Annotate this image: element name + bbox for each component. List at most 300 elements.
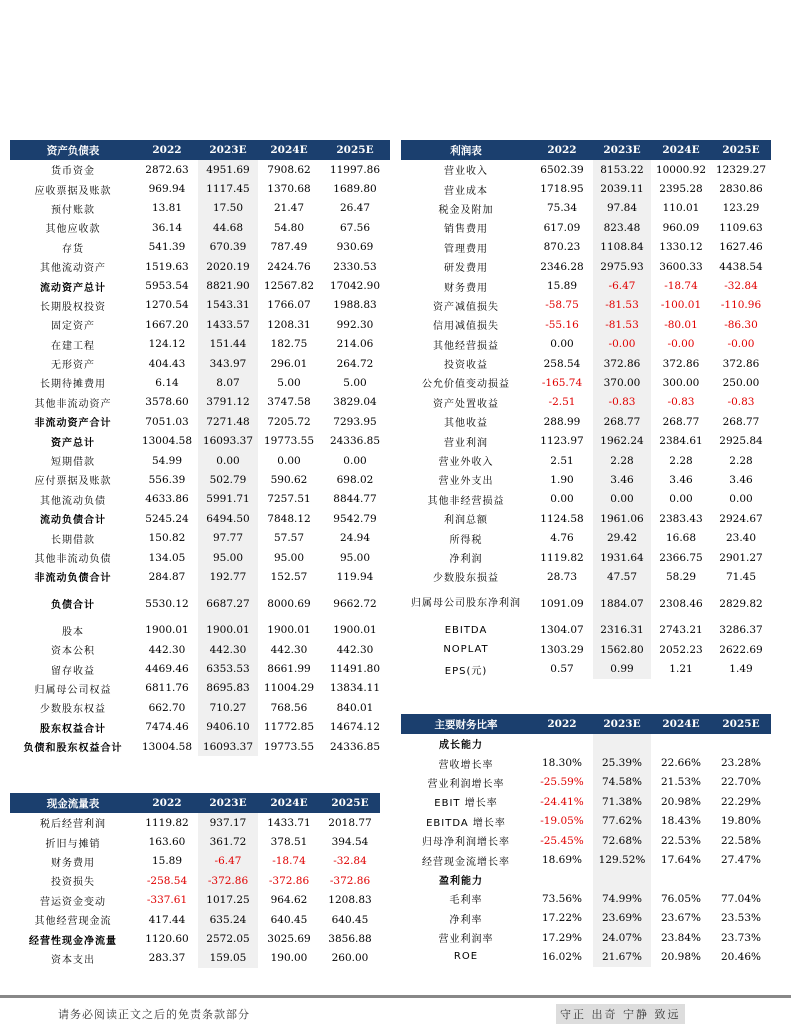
row-label: ROE xyxy=(453,951,479,963)
table-cell: 77.04% xyxy=(720,892,762,905)
table-cell: 787.49 xyxy=(270,241,308,254)
table-row xyxy=(401,218,771,237)
table-cell: 2901.27 xyxy=(719,551,763,564)
row-label: 盈利能力 xyxy=(439,875,483,887)
table-cell: 58.29 xyxy=(665,570,697,583)
table-cell: 258.54 xyxy=(543,357,581,370)
table-row xyxy=(10,431,390,450)
row-label: 少数股东权益 xyxy=(40,704,106,716)
row-label: 营收增长率 xyxy=(438,759,494,771)
table-cell: -19.05% xyxy=(540,815,584,828)
table-cell: 662.70 xyxy=(148,701,186,714)
table-cell: 95.00 xyxy=(273,551,305,564)
table-cell: 151.44 xyxy=(198,335,258,354)
table-cell: -0.00 xyxy=(727,338,755,351)
table-cell: 5530.12 xyxy=(145,597,189,610)
table-cell: 17.50 xyxy=(198,199,258,218)
table-cell: 7205.72 xyxy=(267,415,311,428)
table-cell: 2383.43 xyxy=(659,512,703,525)
row-label: 税金及附加 xyxy=(438,204,494,216)
table-cell: 15.89 xyxy=(151,855,183,868)
row-label: 资产总计 xyxy=(51,437,95,449)
table-cell: 404.43 xyxy=(148,357,186,370)
table-cell: 3.46 xyxy=(593,470,651,489)
table-cell: 870.23 xyxy=(543,241,581,254)
empty-cell xyxy=(531,870,593,889)
table-cell: 2975.93 xyxy=(593,257,651,276)
table-row xyxy=(401,335,771,354)
table-cell: 417.44 xyxy=(148,913,186,926)
table-cell: 343.97 xyxy=(198,354,258,373)
table-cell: -18.74 xyxy=(272,855,306,868)
row-label: 其他流动资产 xyxy=(40,263,106,275)
table-row xyxy=(10,179,390,198)
table-cell: 1931.64 xyxy=(593,548,651,567)
table-cell: 75.34 xyxy=(546,202,578,215)
table-row xyxy=(10,335,390,354)
table-cell: 25.39% xyxy=(593,753,651,772)
table-cell: 7051.03 xyxy=(145,415,189,428)
table-row xyxy=(10,910,380,929)
row-label: 净利润 xyxy=(449,554,483,565)
table-cell: 442.30 xyxy=(198,640,258,659)
balance-sheet-header xyxy=(10,140,390,160)
table-cell: 3856.88 xyxy=(328,933,372,946)
table-cell: 22.70% xyxy=(720,776,762,789)
table-row xyxy=(10,160,390,179)
table-cell: 54.99 xyxy=(151,454,183,467)
table-row xyxy=(10,832,380,851)
row-label: 投资收益 xyxy=(444,360,488,372)
table-cell: 6353.53 xyxy=(198,659,258,678)
table-cell: 23.28% xyxy=(720,757,762,770)
row-label: 归母净利润增长率 xyxy=(422,837,510,849)
table-row xyxy=(10,470,390,489)
table-cell: 57.57 xyxy=(273,532,305,545)
row-label: 折旧与摊销 xyxy=(45,838,101,850)
table-cell: 21.47 xyxy=(273,202,305,215)
table-row xyxy=(401,373,771,392)
table-cell: -81.53 xyxy=(593,296,651,315)
table-cell: 640.45 xyxy=(331,913,369,926)
table-cell: 502.79 xyxy=(198,470,258,489)
table-row xyxy=(401,659,771,678)
table-cell: 2830.86 xyxy=(719,183,763,196)
table-cell: -32.84 xyxy=(333,855,367,868)
row-label: EPS(元) xyxy=(444,665,488,677)
table-cell: 1208.83 xyxy=(328,894,372,907)
row-label: 营业利润增长率 xyxy=(427,778,505,790)
table-cell: 1519.63 xyxy=(145,260,189,273)
table-cell: 77.62% xyxy=(593,812,651,831)
table-row xyxy=(401,773,771,792)
ratios-table xyxy=(401,714,771,967)
table-cell: 95.00 xyxy=(339,551,371,564)
table-cell: -18.74 xyxy=(664,280,698,293)
table-cell: 0.00 xyxy=(669,493,693,506)
table-cell: -110.96 xyxy=(720,299,762,312)
empty-cell xyxy=(651,734,711,753)
table-cell: 13004.58 xyxy=(141,435,193,448)
table-cell: 1766.07 xyxy=(267,299,311,312)
table-cell: 23.84% xyxy=(660,931,702,944)
table-row xyxy=(401,587,771,621)
table-cell: 3.46 xyxy=(729,473,753,486)
row-label: 营运资金变动 xyxy=(40,896,106,908)
table-cell: 11997.86 xyxy=(329,163,381,176)
table-cell: 6502.39 xyxy=(540,163,584,176)
table-cell: 2039.11 xyxy=(593,179,651,198)
table-cell: 1988.83 xyxy=(333,299,377,312)
table-cell: 134.05 xyxy=(148,551,186,564)
table-cell: 264.72 xyxy=(336,357,374,370)
table-cell: 394.54 xyxy=(331,836,369,849)
row-label: 应收票据及账款 xyxy=(34,185,112,197)
table-cell: 36.14 xyxy=(151,221,183,234)
year-header: 2023E xyxy=(593,140,651,160)
table-row xyxy=(401,753,771,772)
table-row xyxy=(401,528,771,547)
table-cell: 4633.86 xyxy=(145,493,189,506)
table-cell: 1370.68 xyxy=(267,183,311,196)
table-cell: -372.86 xyxy=(198,871,258,890)
table-cell: 26.47 xyxy=(339,202,371,215)
row-label: 资本支出 xyxy=(51,954,95,966)
table-cell: 969.94 xyxy=(148,183,186,196)
row-label: 其他非流动资产 xyxy=(34,398,112,410)
table-cell: 190.00 xyxy=(270,952,308,965)
table-cell: 11491.80 xyxy=(329,663,381,676)
row-label: 净利率 xyxy=(449,914,483,926)
table-cell: 937.17 xyxy=(198,813,258,832)
footer-divider xyxy=(0,995,791,998)
table-cell: 24.07% xyxy=(593,928,651,947)
table-cell: 1119.82 xyxy=(540,551,584,564)
ratios-header xyxy=(401,714,771,734)
table-cell: 960.09 xyxy=(662,221,700,234)
table-cell: -100.01 xyxy=(660,299,702,312)
table-cell: 8661.99 xyxy=(267,663,311,676)
table-cell: 0.99 xyxy=(593,659,651,678)
cash-flow-table xyxy=(10,793,380,968)
table-cell: 1433.71 xyxy=(267,816,311,829)
table-cell: 1108.84 xyxy=(593,238,651,257)
row-label: 投资损失 xyxy=(51,877,95,889)
table-cell: 44.68 xyxy=(198,218,258,237)
table-cell: 24.94 xyxy=(339,532,371,545)
table-cell: 74.99% xyxy=(593,889,651,908)
table-row xyxy=(10,949,380,968)
balance-sheet-table xyxy=(10,140,390,756)
table-row xyxy=(401,812,771,831)
table-cell: 1689.80 xyxy=(333,183,377,196)
table-cell: 2.28 xyxy=(729,454,753,467)
table-cell: -81.53 xyxy=(593,315,651,334)
table-cell: 5.00 xyxy=(277,376,301,389)
table-cell: 150.82 xyxy=(148,532,186,545)
table-row xyxy=(10,490,390,509)
table-row xyxy=(401,296,771,315)
table-cell: 1091.09 xyxy=(540,597,584,610)
table-row xyxy=(10,393,390,412)
table-row xyxy=(401,889,771,908)
table-cell: 23.67% xyxy=(660,912,702,925)
table-cell: -25.59% xyxy=(540,776,584,789)
table-cell: 18.69% xyxy=(541,854,583,867)
table-cell: 541.39 xyxy=(148,241,186,254)
table-cell: 23.40 xyxy=(725,532,757,545)
year-header: 2024E xyxy=(258,140,320,160)
table-cell: 74.58% xyxy=(593,773,651,792)
table-cell: 3578.60 xyxy=(145,396,189,409)
table-cell: 1884.07 xyxy=(593,587,651,621)
table-cell: 47.57 xyxy=(593,567,651,586)
row-label: 无形资产 xyxy=(51,360,95,372)
table-title: 主要财务比率 xyxy=(401,714,531,734)
table-cell: 54.80 xyxy=(273,221,305,234)
table-row xyxy=(401,412,771,431)
table-cell: 1433.57 xyxy=(198,315,258,334)
table-row xyxy=(401,238,771,257)
row-label: 长期待摊费用 xyxy=(40,379,106,391)
row-label: 非流动资产合计 xyxy=(34,418,112,430)
table-cell: -372.86 xyxy=(329,874,371,887)
table-cell: 119.94 xyxy=(336,570,374,583)
table-row xyxy=(10,354,390,373)
table-row xyxy=(401,831,771,850)
table-row xyxy=(401,490,771,509)
row-label: 其他经营现金流 xyxy=(34,916,112,928)
table-cell: 123.29 xyxy=(722,202,760,215)
table-row xyxy=(10,813,380,832)
table-cell: 288.99 xyxy=(543,415,581,428)
row-label: 其他非流动负债 xyxy=(34,554,112,565)
table-row xyxy=(10,698,390,717)
table-cell: 17042.90 xyxy=(329,280,381,293)
table-row xyxy=(10,257,390,276)
table-cell: 840.01 xyxy=(336,701,374,714)
empty-cell xyxy=(711,734,771,753)
year-header: 2023E xyxy=(198,140,258,160)
table-cell: 6.14 xyxy=(155,376,179,389)
year-header: 2022 xyxy=(531,714,593,734)
table-cell: -2.51 xyxy=(548,396,576,409)
table-cell: 182.75 xyxy=(270,338,308,351)
table-cell: 2924.67 xyxy=(719,512,763,525)
table-cell: -32.84 xyxy=(724,280,758,293)
table-row xyxy=(401,792,771,811)
table-cell: 9542.79 xyxy=(333,512,377,525)
table-cell: 2829.82 xyxy=(719,597,763,610)
table-cell: 159.05 xyxy=(198,949,258,968)
table-cell: 13.81 xyxy=(151,202,183,215)
table-row xyxy=(10,548,390,567)
table-cell: 4469.46 xyxy=(145,663,189,676)
row-label: 营业外收入 xyxy=(438,457,494,469)
table-cell: 67.56 xyxy=(339,221,371,234)
table-cell: 7271.48 xyxy=(198,412,258,431)
table-cell: 284.87 xyxy=(148,570,186,583)
table-cell: 2872.63 xyxy=(145,163,189,176)
table-cell: 268.77 xyxy=(722,415,760,428)
table-row xyxy=(401,640,771,659)
row-label: EBITDA 增长率 xyxy=(426,817,506,829)
table-cell: 2572.05 xyxy=(198,929,258,948)
table-cell: 8000.69 xyxy=(267,597,311,610)
table-row xyxy=(401,567,771,586)
table-cell: 640.45 xyxy=(270,913,308,926)
table-cell: -165.74 xyxy=(541,376,583,389)
table-row xyxy=(10,659,390,678)
table-cell: -258.54 xyxy=(146,874,188,887)
table-cell: 76.05% xyxy=(660,892,702,905)
table-cell: 1109.63 xyxy=(719,221,763,234)
table-cell: 3286.37 xyxy=(719,624,763,637)
empty-cell xyxy=(593,870,651,889)
table-cell: 0.00 xyxy=(198,451,258,470)
table-cell: 20.46% xyxy=(720,950,762,963)
table-row xyxy=(10,718,390,737)
table-cell: 442.30 xyxy=(148,643,186,656)
table-cell: 7293.95 xyxy=(333,415,377,428)
table-cell: 250.00 xyxy=(722,376,760,389)
row-label: 负债合计 xyxy=(51,600,95,612)
row-label: 销售费用 xyxy=(444,224,488,236)
table-cell: 1119.82 xyxy=(145,816,189,829)
empty-cell xyxy=(531,734,593,753)
row-label: 其他流动负债 xyxy=(40,495,106,507)
table-cell: 2366.75 xyxy=(659,551,703,564)
table-row xyxy=(401,850,771,869)
table-row xyxy=(401,621,771,640)
table-cell: -372.86 xyxy=(268,874,310,887)
table-cell: 1962.24 xyxy=(593,431,651,450)
table-cell: 556.39 xyxy=(148,473,186,486)
table-cell: 268.77 xyxy=(593,412,651,431)
row-label: 营业外支出 xyxy=(438,476,494,488)
table-cell: 12329.27 xyxy=(715,163,767,176)
table-cell: 0.57 xyxy=(550,663,574,676)
table-cell: 1123.97 xyxy=(540,435,584,448)
table-cell: 442.30 xyxy=(336,643,374,656)
table-cell: 124.12 xyxy=(148,338,186,351)
row-label: 预付账款 xyxy=(51,204,95,216)
table-cell: 95.00 xyxy=(198,548,258,567)
table-row xyxy=(10,852,380,871)
table-cell: 97.84 xyxy=(593,199,651,218)
table-row xyxy=(401,470,771,489)
table-cell: -6.47 xyxy=(198,852,258,871)
table-cell: 1.90 xyxy=(550,473,574,486)
table-cell: 9406.10 xyxy=(198,718,258,737)
table-cell: 163.60 xyxy=(148,836,186,849)
table-cell: 1627.46 xyxy=(719,241,763,254)
table-cell: 2346.28 xyxy=(540,260,584,273)
table-cell: 10000.92 xyxy=(655,163,707,176)
year-header: 2025E xyxy=(711,140,771,160)
table-cell: 268.77 xyxy=(662,415,700,428)
table-cell: 3.46 xyxy=(669,473,693,486)
table-row xyxy=(401,431,771,450)
row-label: 研发费用 xyxy=(444,263,488,275)
table-cell: -0.00 xyxy=(667,338,695,351)
table-cell: 21.67% xyxy=(593,947,651,966)
empty-cell xyxy=(711,870,771,889)
table-cell: 372.86 xyxy=(722,357,760,370)
income-statement-table xyxy=(401,140,771,679)
table-row xyxy=(401,548,771,567)
table-cell: 23.73% xyxy=(720,931,762,944)
row-label: 毛利率 xyxy=(449,895,483,907)
table-cell: 0.00 xyxy=(550,338,574,351)
row-label: EBIT 增长率 xyxy=(434,798,498,810)
table-cell: 7257.51 xyxy=(267,493,311,506)
table-cell: 28.73 xyxy=(546,570,578,583)
table-cell: 698.02 xyxy=(336,473,374,486)
table-cell: 15.89 xyxy=(546,280,578,293)
table-cell: 192.77 xyxy=(198,567,258,586)
table-cell: 1330.12 xyxy=(659,241,703,254)
table-cell: 635.24 xyxy=(198,910,258,929)
table-cell: 3791.12 xyxy=(198,393,258,412)
table-cell: 12567.82 xyxy=(263,280,315,293)
table-cell: 1900.01 xyxy=(333,624,377,637)
table-cell: -6.47 xyxy=(593,276,651,295)
table-row xyxy=(401,315,771,334)
footer-slogan: 守正 出奇 宁静 致远 xyxy=(556,1004,685,1024)
year-header: 2023E xyxy=(198,793,258,813)
table-cell: 71.45 xyxy=(725,570,757,583)
table-cell: 3600.33 xyxy=(659,260,703,273)
table-cell: 14674.12 xyxy=(329,721,381,734)
table-cell: 2330.53 xyxy=(333,260,377,273)
table-row xyxy=(10,929,380,948)
table-row xyxy=(10,238,390,257)
row-label: 其他应收款 xyxy=(45,224,101,236)
row-label: 长期借款 xyxy=(51,534,95,546)
table-cell: 1303.29 xyxy=(540,643,584,656)
empty-cell xyxy=(593,734,651,753)
row-label: 营业收入 xyxy=(444,166,488,178)
table-cell: 5245.24 xyxy=(145,512,189,525)
table-cell: 13004.58 xyxy=(141,740,193,753)
table-cell: 18.43% xyxy=(660,815,702,828)
table-cell: 18.30% xyxy=(541,757,583,770)
table-cell: -0.00 xyxy=(593,335,651,354)
row-label: 负债和股东权益合计 xyxy=(23,743,123,755)
table-cell: 1120.60 xyxy=(145,933,189,946)
table-cell: 442.30 xyxy=(270,643,308,656)
table-cell: 260.00 xyxy=(331,952,369,965)
table-cell: 710.27 xyxy=(198,698,258,717)
row-label: 短期借款 xyxy=(51,457,95,469)
table-cell: 2018.77 xyxy=(328,816,372,829)
table-row xyxy=(401,393,771,412)
table-cell: 2020.19 xyxy=(198,257,258,276)
empty-cell xyxy=(651,870,711,889)
table-cell: 97.77 xyxy=(198,528,258,547)
table-cell: -0.83 xyxy=(593,393,651,412)
row-label: 公允价值变动损益 xyxy=(422,379,510,391)
table-cell: 6687.27 xyxy=(198,587,258,621)
table-cell: 4438.54 xyxy=(719,260,763,273)
row-label: 利润总额 xyxy=(444,515,488,527)
row-label: 在建工程 xyxy=(51,340,95,352)
table-cell: 1117.45 xyxy=(198,179,258,198)
table-cell: 1.21 xyxy=(669,663,693,676)
table-cell: 11004.29 xyxy=(263,682,315,695)
table-cell: 0.00 xyxy=(277,454,301,467)
